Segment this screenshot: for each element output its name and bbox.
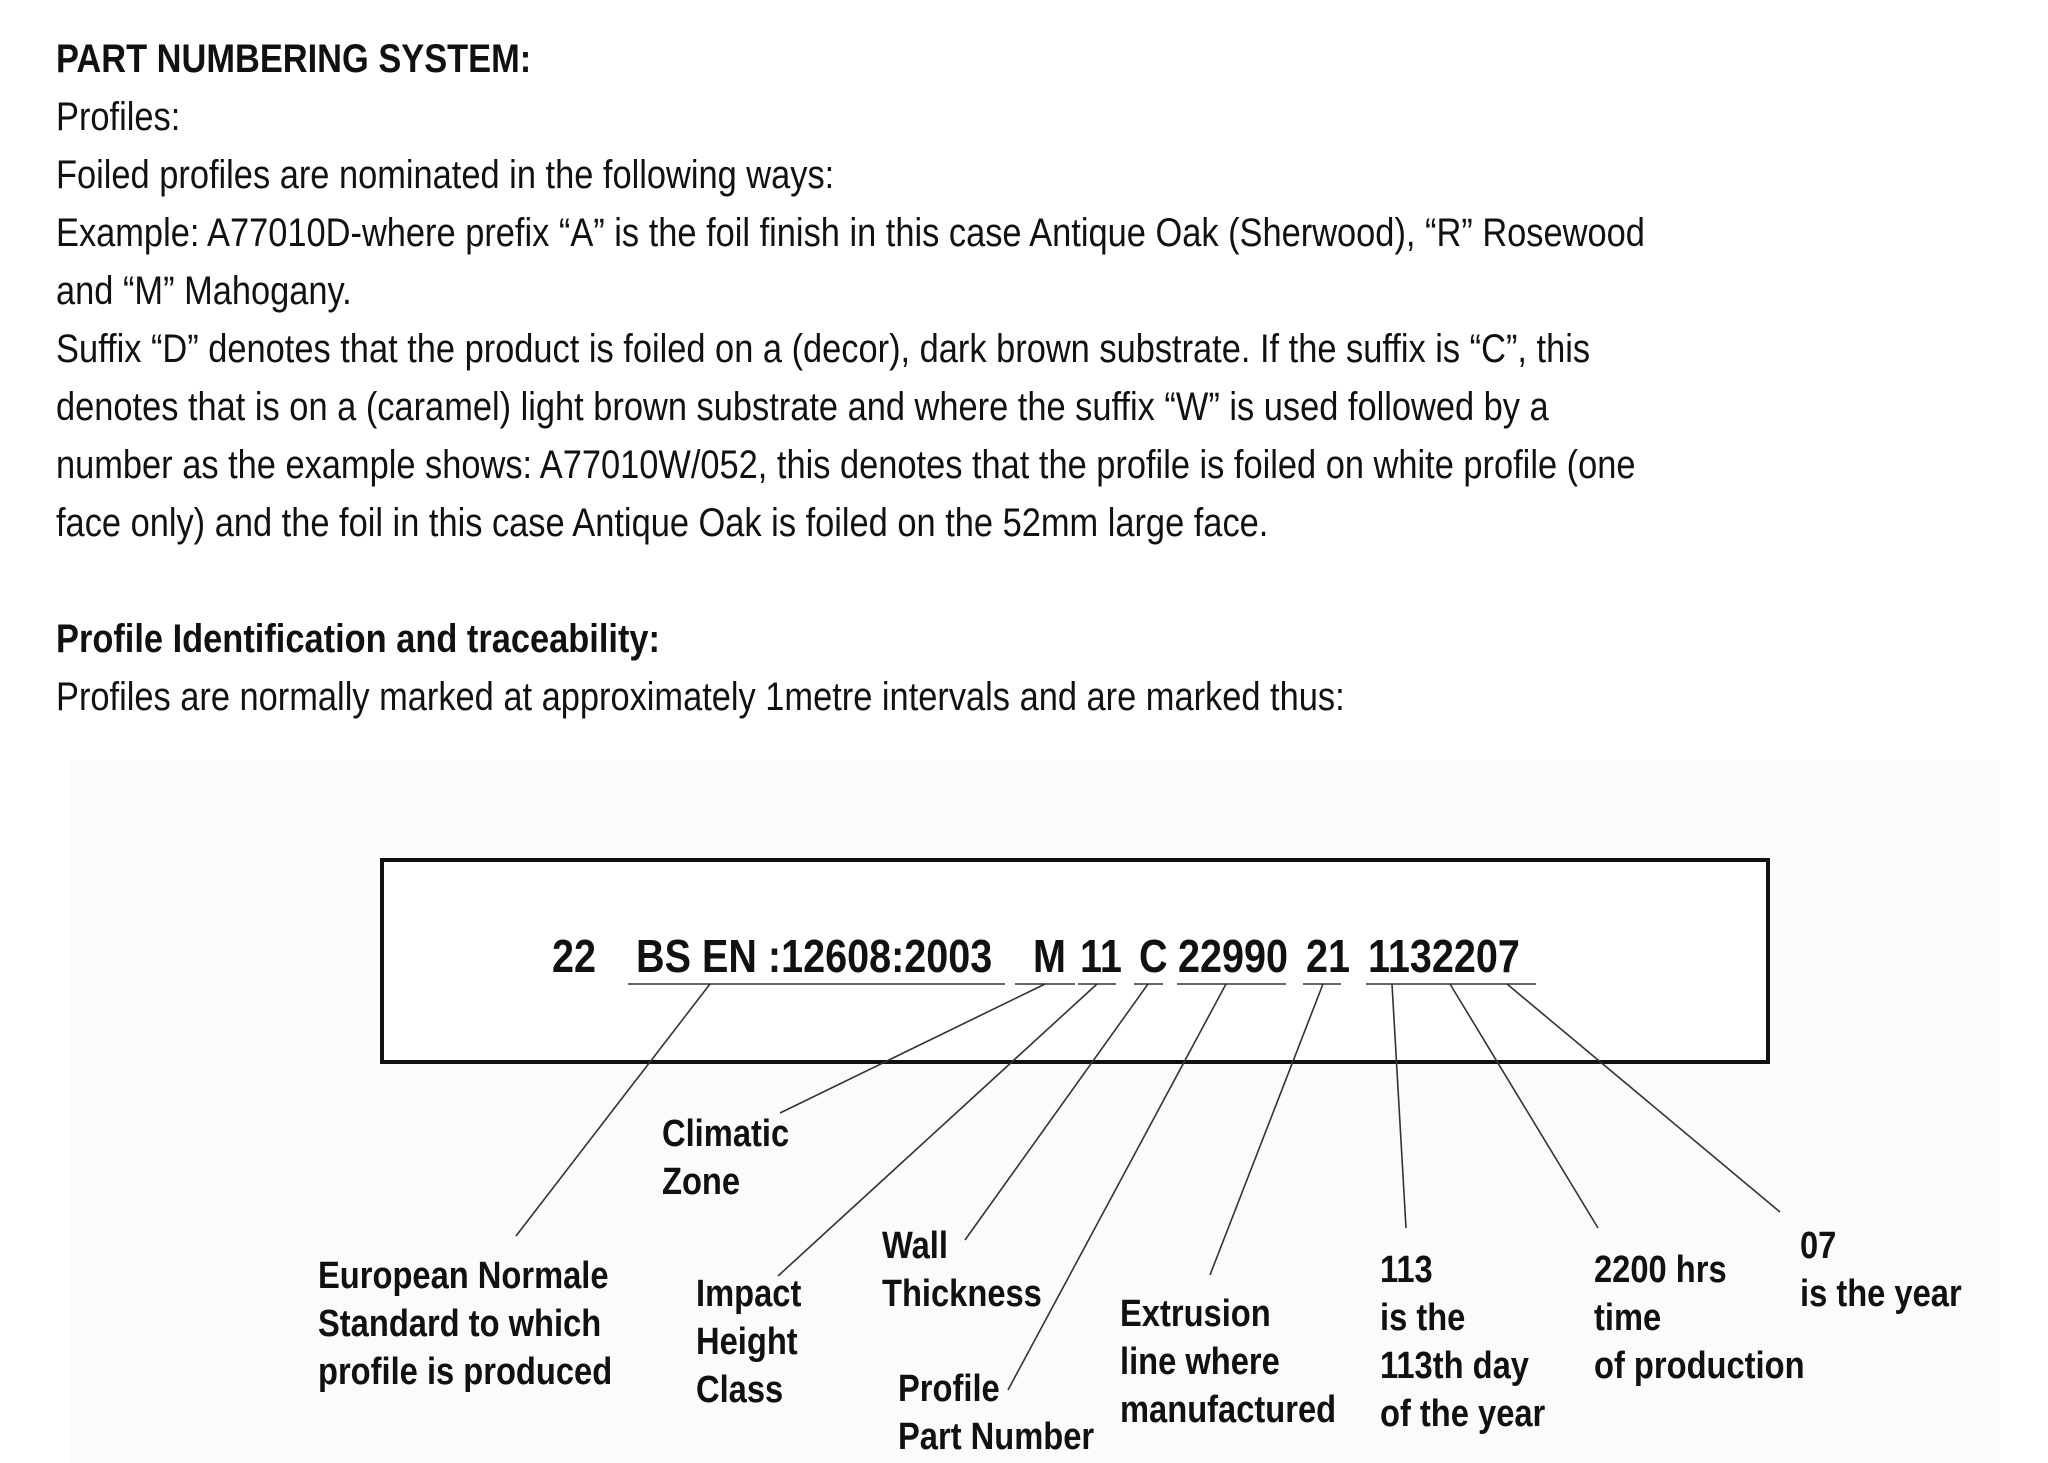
intro-line: Example: A77010D-where prefix “A” is the foil finish in this case Antique Oak (Sherwood), “R” Rosewood [56,211,1645,255]
code-wall-thickness: C [1139,930,1168,982]
intro-line: Profiles: [56,95,181,139]
code-part-number: 22990 [1178,930,1289,982]
intro-line: denotes that is on a (caramel) light brown substrate and where the suffix “W” is used followed by a [56,385,1549,429]
document-body [56,30,2016,726]
intro-line: Foiled profiles are nominated in the following ways: [56,153,835,197]
code-prefix: 22 [552,930,597,982]
label-wall-thickness: Wall Thickness [882,1225,1042,1315]
label-time-of-production: 2200 hrs time of production [1594,1249,1805,1387]
label-day-of-year: 113 is the 113th day of the year [1380,1249,1546,1435]
intro-line: number as the example shows: A77010W/052, this denotes that the profile is foiled on white profile (one [56,443,1636,487]
intro-line: face only) and the foil in this case Antique Oak is foiled on the 52mm large face. [56,501,1269,545]
intro-line: and “M” Mahogany. [56,269,352,313]
label-climatic-zone: Climatic Zone [662,1113,790,1203]
code-date-time-year: 1132207 [1368,930,1520,982]
label-profile-part-number: Profile Part Number [898,1368,1095,1458]
paragraph-gap [56,552,2016,610]
label-impact-height-class: Impact Height Class [696,1273,802,1411]
label-european-standard: European Normale Standard to which profile is produced [318,1255,613,1393]
intro-line: Suffix “D” denotes that the product is foiled on a (decor), dark brown substrate. If the suffix is “C”, this [56,327,1591,371]
traceability-line: Profiles are normally marked at approximately 1metre intervals and are marked thus: [56,675,1345,719]
label-extrusion-line: Extrusion line where manufactured [1120,1293,1337,1431]
part-numbering-heading: PART NUMBERING SYSTEM: [56,37,532,81]
code-standard: BS EN :12608:2003 [636,930,993,982]
code-climatic-zone: M [1033,930,1066,982]
code-impact-class: 11 [1080,930,1122,982]
traceability-heading: Profile Identification and traceability: [56,617,661,661]
code-extrusion-line: 21 [1306,930,1351,982]
label-year: 07 is the year [1800,1225,1962,1315]
